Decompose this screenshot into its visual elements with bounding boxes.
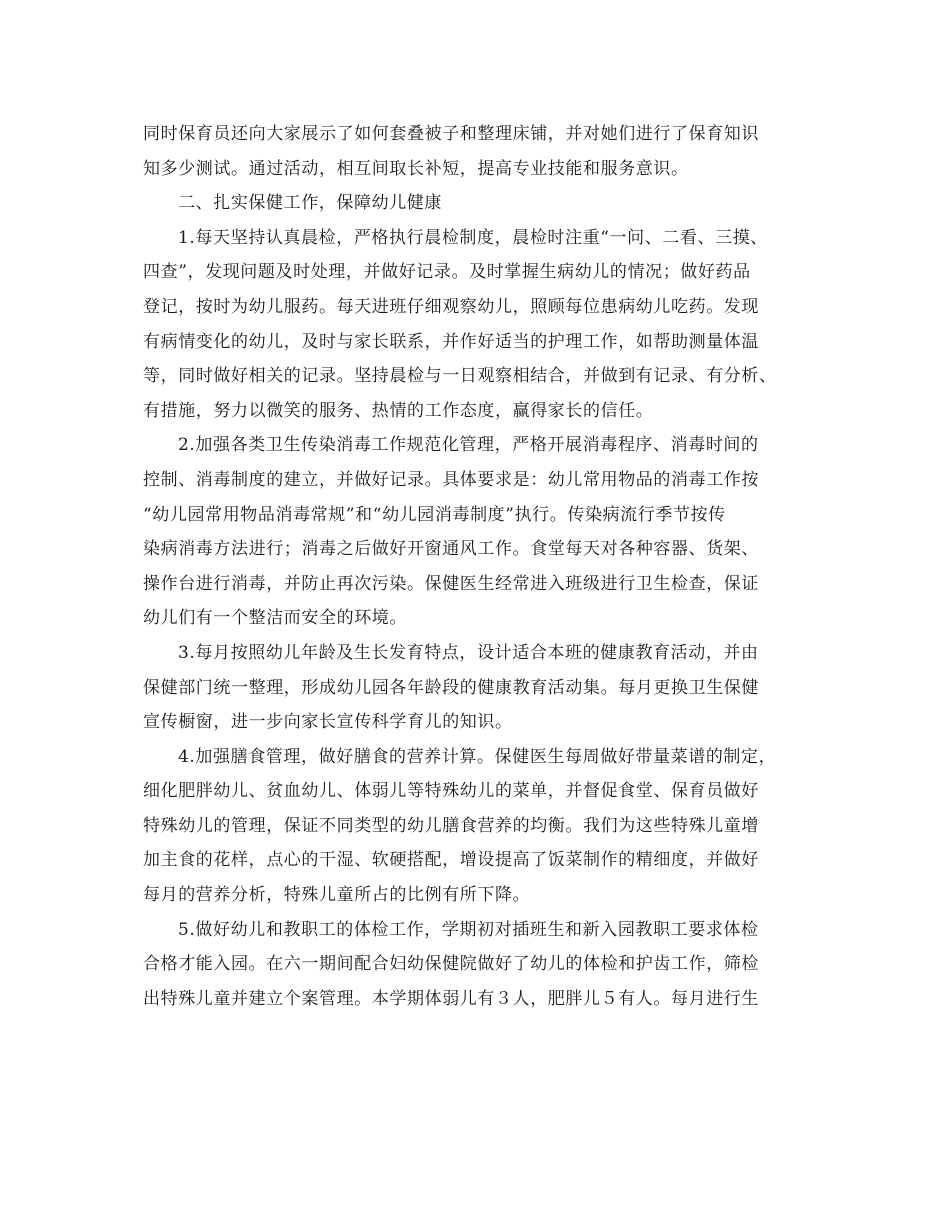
text-line: 每月的营养分析，特殊儿童所占的比例有所下降。 [143, 885, 531, 906]
text-line: 登记，按时为幼儿服药。每天进班仔细观察幼儿，照顾每位患病幼儿吃药。发现 [143, 296, 759, 317]
text-line: 细化肥胖幼儿、贫血幼儿、体弱儿等特殊幼儿的菜单，并督促食堂、保育员做好 [143, 781, 759, 802]
text-line: 等，同时做好相关的记录。坚持晨检与一日观察相结合，并做到有记录、有分析、 [143, 366, 777, 387]
text-line: 幼儿们有一个整洁而安全的环境。 [143, 608, 407, 629]
text-line: 同时保育员还向大家展示了如何套叠被子和整理床铺，并对她们进行了保育知识 [143, 124, 759, 144]
document-body [143, 117, 811, 1016]
text-line: 5.做好幼儿和教职工的体检工作，学期初对插班生和新入园教职工要求体检 [178, 919, 759, 940]
text-line: 保健部门统一整理，形成幼儿园各年龄段的健康教育活动集。每月更换卫生保健 [143, 677, 759, 698]
text-line: “幼儿园常用物品消毒常规”和“幼儿园消毒制度”执行。传染病流行季节按传 [143, 504, 726, 525]
text-line: 有病情变化的幼儿，及时与家长联系，并作好适当的护理工作，如帮助测量体温 [143, 331, 759, 352]
text-line: 合格才能入园。在六一期间配合妇幼保健院做好了幼儿的体检和护齿工作，筛检 [143, 954, 759, 975]
text-line: 宣传橱窗，进一步向家长宣传科学育儿的知识。 [143, 712, 513, 733]
text-line: 知多少测试。通过活动，相互间取长补短，提高专业技能和服务意识。 [143, 158, 689, 179]
text-line: 3.每月按照幼儿年龄及生长发育特点，设计适合本班的健康教育活动，并由 [178, 642, 759, 663]
text-line: 1.每天坚持认真晨检，严格执行晨检制度，晨检时注重“一问、二看、三摸、 [178, 227, 768, 248]
text-line: 四查”，发现问题及时处理，并做好记录。及时掌握生病幼儿的情况；做好药品 [143, 262, 751, 283]
text-line: 特殊幼儿的管理，保证不同类型的幼儿膳食营养的均衡。我们为这些特殊儿童增 [143, 815, 759, 836]
text-line: 出特殊儿童并建立个案管理。本学期体弱儿有３人，肥胖儿５有人。每月进行生 [143, 988, 759, 1009]
text-line: 操作台进行消毒，并防止再次污染。保健医生经常进入班级进行卫生检查，保证 [143, 573, 759, 594]
text-line: 4.加强膳食管理，做好膳食的营养计算。保健医生每周做好带量菜谱的制定， [178, 746, 777, 767]
text-line: 2.加强各类卫生传染消毒工作规范化管理，严格开展消毒程序、消毒时间的 [178, 435, 759, 456]
text-line: 有措施，努力以微笑的服务、热情的工作态度，赢得家长的信任。 [143, 400, 654, 421]
section-heading: 二、扎实保健工作，保障幼儿健康 [178, 193, 442, 214]
text-line: 染病消毒方法进行；消毒之后做好开窗通风工作。食堂每天对各种容器、货架、 [143, 539, 759, 560]
text-line: 加主食的花样，点心的干湿、软硬搭配，增设提高了饭菜制作的精细度，并做好 [143, 850, 759, 871]
text-line: 控制、消毒制度的建立，并做好记录。具体要求是：幼儿常用物品的消毒工作按 [143, 469, 759, 490]
